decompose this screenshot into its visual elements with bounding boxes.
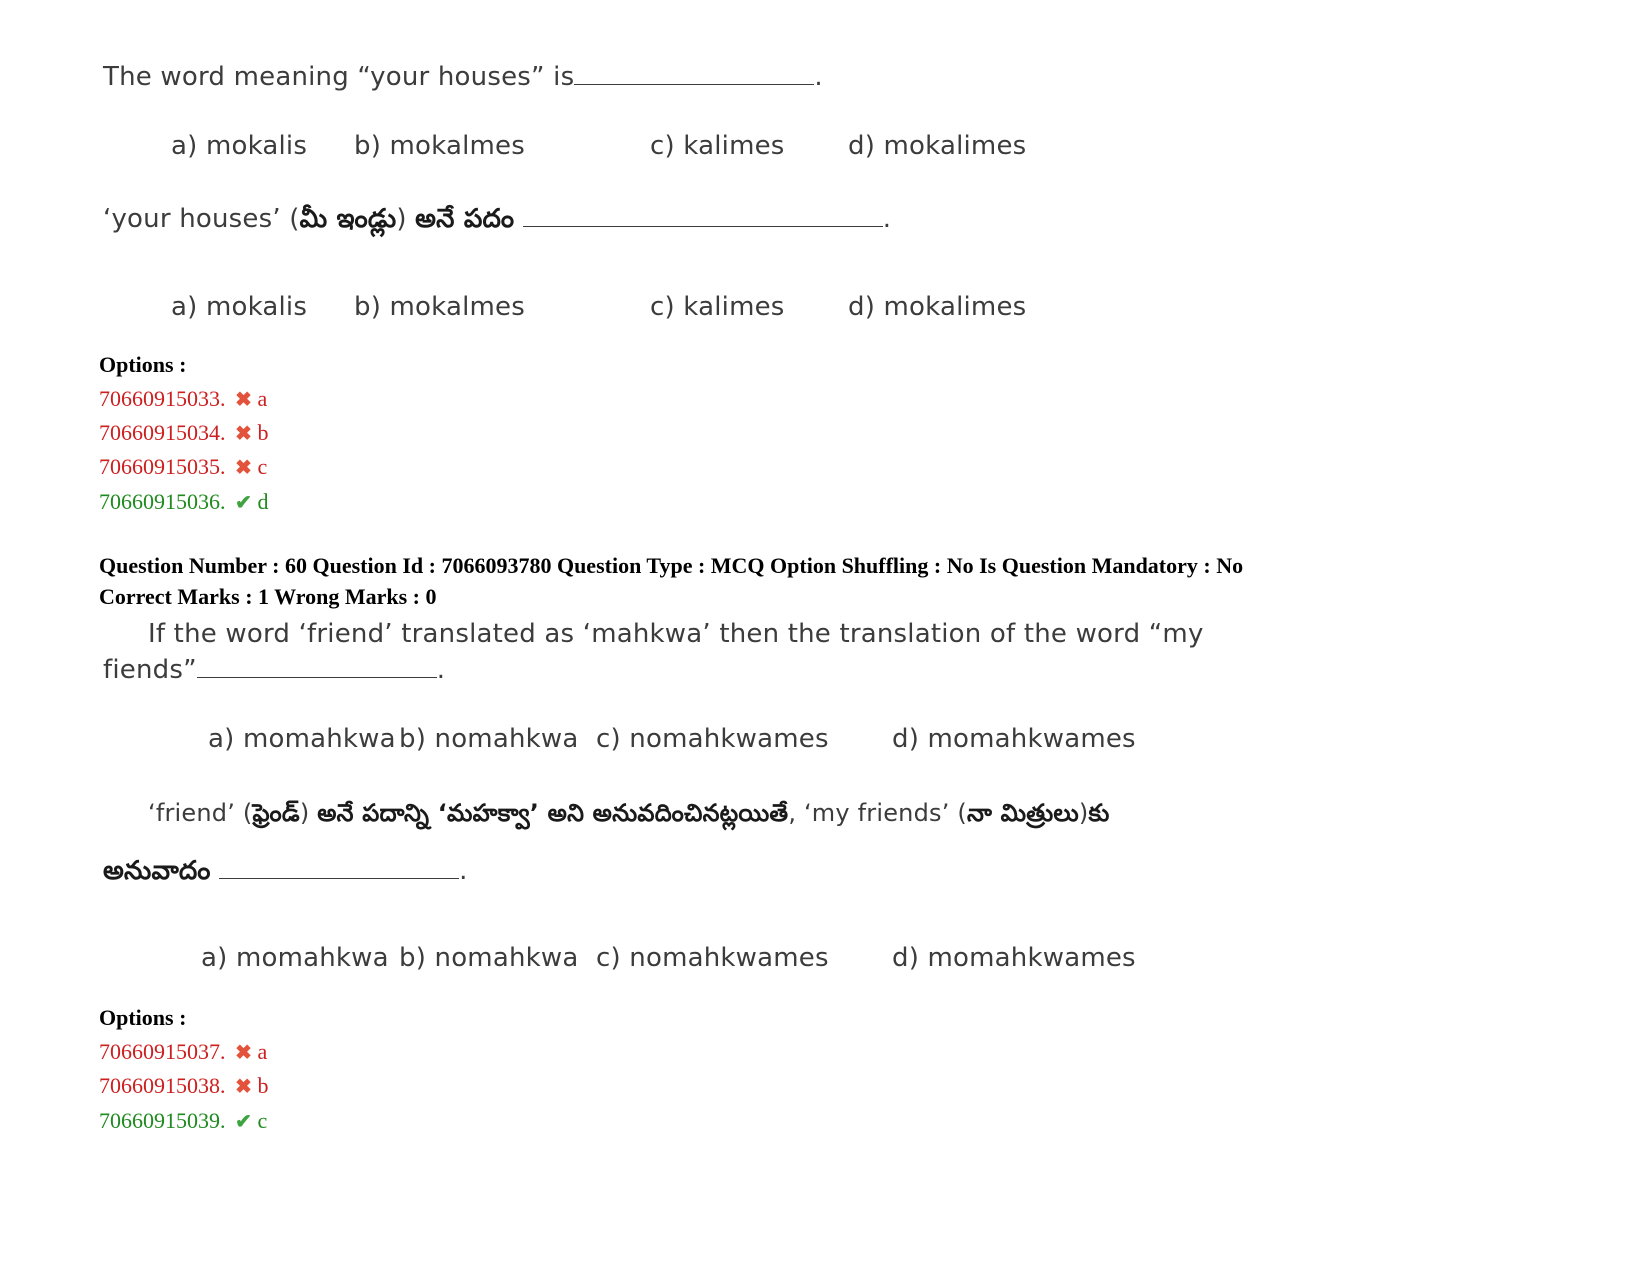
- q60-options-label: Options :: [99, 1005, 187, 1030]
- q60-telugu-option-c: c) nomahkwames: [596, 943, 829, 973]
- q60-meta-line2: Correct Marks : 1 Wrong Marks : 0: [99, 584, 437, 609]
- q59-answer-option-correct: [99, 489, 269, 515]
- q60-answer-option: [99, 1073, 269, 1099]
- q59-telugu-prompt: ‘your houses’ (మీ ఇండ్లు) అనే పదం .: [103, 204, 892, 234]
- q59-english-option-a: a) mokalis: [171, 131, 308, 161]
- q60-telugu-prompt-line2: అనువాదం .: [103, 856, 468, 886]
- q59-telugu-option-c: c) kalimes: [650, 292, 785, 322]
- answer-letter: b: [257, 420, 269, 445]
- answer-letter: c: [257, 1108, 268, 1133]
- q59-english-prompt: The word meaning “your houses” is .: [103, 62, 823, 92]
- check-mark-icon: ✔: [235, 492, 252, 514]
- q59-answer-option: [99, 386, 267, 412]
- answer-id: 70660915035.: [99, 454, 226, 479]
- check-mark-icon: ✔: [235, 1111, 252, 1133]
- q60-english-option-c: c) nomahkwames: [596, 724, 829, 754]
- answer-id: 70660915033.: [99, 386, 226, 411]
- q60-english-prompt-line2: fiends” .: [103, 655, 446, 685]
- answer-letter: d: [257, 489, 269, 514]
- cross-mark-icon: ✖: [235, 1076, 252, 1098]
- q60-english-option-b: b) nomahkwa: [399, 724, 579, 754]
- answer-letter: c: [257, 454, 268, 479]
- answer-letter: a: [257, 1039, 268, 1064]
- q60-telugu-option-a: a) momahkwa: [201, 943, 389, 973]
- cross-mark-icon: ✖: [235, 423, 252, 445]
- q60-telugu-option-b: b) nomahkwa: [399, 943, 579, 973]
- q59-english-option-c: c) kalimes: [650, 131, 785, 161]
- q59-telugu-option-a: a) mokalis: [171, 292, 308, 322]
- q60-meta-line1: Question Number : 60 Question Id : 7066093780 Question Type : MCQ Option Shuffling : No Is Question Mandatory : No: [99, 553, 1244, 578]
- answer-id: 70660915038.: [99, 1073, 226, 1098]
- answer-letter: b: [257, 1073, 269, 1098]
- q60-english-prompt-line1: If the word ‘friend’ translated as ‘mahkwa’ then the translation of the word “my: [148, 619, 1204, 649]
- cross-mark-icon: ✖: [235, 389, 252, 411]
- answer-id: 70660915037.: [99, 1039, 226, 1064]
- q60-answer-option-correct: [99, 1108, 267, 1134]
- q59-answer-option: [99, 454, 267, 480]
- answer-id: 70660915034.: [99, 420, 226, 445]
- q59-answer-option: [99, 420, 269, 446]
- q60-telugu-option-d: d) momahkwames: [892, 943, 1136, 973]
- q59-options-label: Options :: [99, 352, 187, 377]
- q60-answer-option: [99, 1039, 267, 1065]
- q60-english-option-a: a) momahkwa: [208, 724, 396, 754]
- q59-telugu-option-b: b) mokalmes: [354, 292, 525, 322]
- q60-telugu-prompt-line1: ‘friend’ (ఫ్రెండ్) అనే పదాన్ని ‘మహక్వా’ అని అనువదించినట్లయితే, ‘my friends’ (నా మిత్రులు)కు: [148, 799, 1110, 827]
- answer-id: 70660915039.: [99, 1108, 226, 1133]
- q59-english-option-d: d) mokalimes: [848, 131, 1027, 161]
- cross-mark-icon: ✖: [235, 1042, 252, 1064]
- answer-id: 70660915036.: [99, 489, 226, 514]
- answer-letter: a: [257, 386, 268, 411]
- q59-telugu-option-d: d) mokalimes: [848, 292, 1027, 322]
- q59-english-option-b: b) mokalmes: [354, 131, 525, 161]
- q60-english-option-d: d) momahkwames: [892, 724, 1136, 754]
- cross-mark-icon: ✖: [235, 457, 252, 479]
